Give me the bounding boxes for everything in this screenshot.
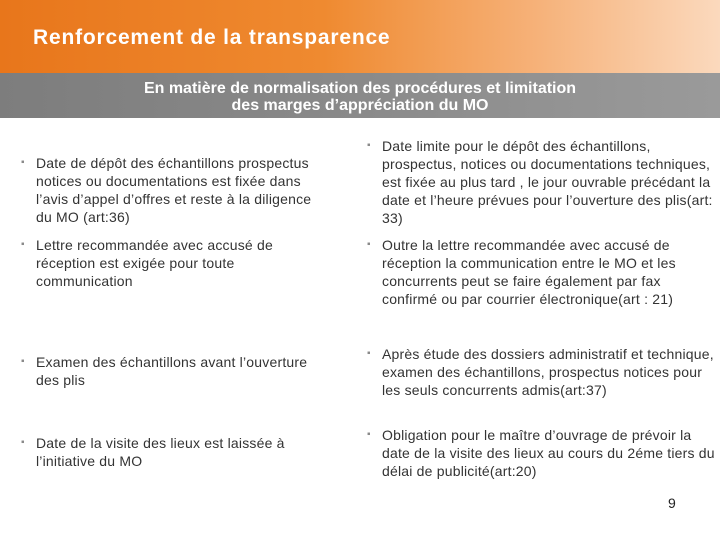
left-item-1 bbox=[21, 154, 331, 226]
square-bullet-icon: ▪ bbox=[21, 437, 25, 448]
right-item-2 bbox=[367, 236, 717, 308]
right-item-text: Outre la lettre recommandée avec accusé de réception la communication entre le MO et les concurrents peut se faire également par fax confirmé ou par courrier électronique(art : 21) bbox=[382, 237, 676, 307]
square-bullet-icon: ▪ bbox=[21, 239, 25, 250]
right-item-4 bbox=[367, 426, 717, 480]
square-bullet-icon: ▪ bbox=[21, 356, 25, 367]
square-bullet-icon: ▪ bbox=[367, 348, 371, 359]
square-bullet-icon: ▪ bbox=[367, 239, 371, 250]
right-item-text: Après étude des dossiers administratif et technique, examen des échantillons, prospectus notices pour les seuls concurrents admis(art:37) bbox=[382, 346, 714, 398]
subtitle-line-1: En matière de normalisation des procédures et limitation bbox=[143, 80, 577, 97]
title-bar bbox=[0, 0, 720, 73]
square-bullet-icon: ▪ bbox=[367, 429, 371, 440]
square-bullet-icon: ▪ bbox=[21, 157, 25, 168]
left-item-4 bbox=[21, 434, 331, 470]
square-bullet-icon: ▪ bbox=[367, 140, 371, 151]
subtitle-bar bbox=[0, 73, 720, 118]
left-item-text: Lettre recommandée avec accusé de réception est exigée pour toute communication bbox=[36, 237, 273, 289]
slide-title: Renforcement de la transparence bbox=[33, 26, 391, 49]
right-item-text: Obligation pour le maître d’ouvrage de prévoir la date de la visite des lieux au cours du 2éme tiers du délai de publicité(art:20) bbox=[382, 427, 715, 479]
left-item-3 bbox=[21, 353, 331, 389]
subtitle-line-2: des marges d’appréciation du MO bbox=[231, 97, 489, 114]
left-item-text: Date de la visite des lieux est laissée à l’initiative du MO bbox=[36, 435, 285, 469]
left-item-text: Date de dépôt des échantillons prospectus notices ou documentations est fixée dans l’avis d’appel d’offres et reste à la diligence du MO (art:36) bbox=[36, 155, 312, 225]
left-item-2 bbox=[21, 236, 331, 290]
right-item-3 bbox=[367, 345, 717, 399]
right-item-text: Date limite pour le dépôt des échantillons, prospectus, notices ou documentations techniques, est fixée au plus tard , le jour ouvrable précédant la date et l’heure prévues pour l’ouverture des plis(art: 33) bbox=[382, 138, 713, 226]
left-item-text: Examen des échantillons avant l’ouverture des plis bbox=[36, 354, 308, 388]
right-item-1 bbox=[367, 137, 717, 227]
page-number: 9 bbox=[668, 495, 676, 511]
